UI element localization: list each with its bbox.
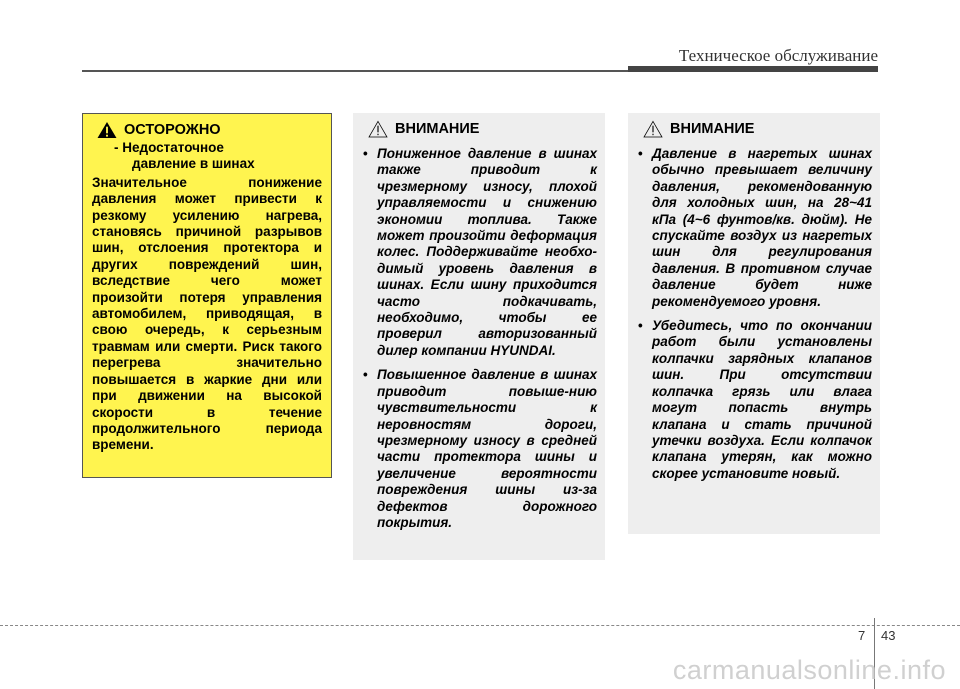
warning-outline-icon: [367, 120, 389, 138]
chapter-number: 7: [858, 628, 866, 643]
notice-1-bullet-2-text: Повышенное давление в шинах приводит повыше-нию чувствительности к неровностям дороги, чрезмерному износу в средней части протектора шины и увеличение вероятности повреждения шины из-за дефектов дорожного покрытия.: [377, 367, 597, 530]
page-number: 43: [881, 628, 896, 643]
caution-text: Значительное понижение давления может привести к резкому усилению нагрева, становясь причиной разрывов шин, отслоения протектора и других повреждений шин, вследствие чего может произойти потеря управления автомобилем, приводящая, в свою очередь, к серьезным травмам или смерти. Риск такого перегрева значительно повышается в жаркие дни или при движении на высокой скорости в течение продолжительного периода времени.: [92, 174, 322, 453]
notice-1-title: ВНИМАНИЕ: [395, 120, 480, 137]
caution-title: ОСТОРОЖНО: [124, 121, 221, 138]
caution-subtitle-line2: давление в шинах: [132, 156, 255, 172]
notice-1-header: [363, 120, 597, 138]
header-title: Техническое обслуживание: [678, 46, 878, 65]
header-rule-accent: [628, 66, 878, 72]
notice-2-header: [638, 120, 872, 138]
notice-box-2: [628, 113, 880, 534]
notice-1-bullet-1-text: Пониженное давление в шинах также приводит к чрезмерному износу, плохой управляемости и снижению экономии топлива. Также может произойти деформация колес. Поддерживайте необхо-димый уровень давления в шинах. Если шину приходится часто подкачивать, необходимо, чтобы ее проверил авторизованный дилер компании HYUNDAI.: [377, 146, 597, 358]
caution-subtitle: [92, 140, 322, 173]
notice-2-bullet-2-text: Убедитесь, что по окончании работ были установлены колпачки зарядных клапанов шин. При отсутствии колпачка грязь или влага могут попасть внутрь клапана и стать причиной утечки воздуха. Если колпачок клапана утерян, как можно скорее установите новый.: [652, 318, 872, 481]
notice-box-1: [353, 113, 605, 560]
notice-1-bullet-1: • Пониженное давление в шинах также приводит к чрезмерному износу, плохой управляемости и снижению экономии топлива. Также может произойти деформация колес. Поддерживайте необхо-димый уровень давления в шинах. Если шину приходится часто подкачивать, необходимо, чтобы ее проверил авторизованный дилер компании HYUNDAI.: [363, 146, 597, 358]
notice-1-bullet-2: • Повышенное давление в шинах приводит повыше-нию чувствительности к неровностям дороги, чрезмерному износу в средней части протектора шины и увеличение вероятности повреждения шины из-за дефектов дорожного покрытия.: [363, 367, 597, 530]
caution-subtitle-line1: - Недостаточное: [114, 140, 224, 155]
caution-box: [82, 113, 332, 478]
watermark: carmanualsonline.info: [672, 655, 946, 685]
notice-2-bullet-1-text: Давление в нагретых шинах обычно превышает величину давления, рекомендованную для холодных шин, на 28~41 кПа (4~6 фунтов/кв. дюйм). Не спускайте воздух из нагретых шин для регулирования давления. В противном случае давление будет ниже рекомендуемого уровня.: [652, 146, 872, 309]
caution-header: [92, 121, 322, 139]
footer-rule: [0, 625, 960, 626]
notice-2-bullet-1: • Давление в нагретых шинах обычно превышает величину давления, рекомендованную для холодных шин, на 28~41 кПа (4~6 фунтов/кв. дюйм). Не спускайте воздух из нагретых шин для регулирования давления. В противном случае давление будет ниже рекомендуемого уровня.: [638, 146, 872, 309]
warning-outline-icon: [642, 120, 664, 138]
warning-filled-icon: [96, 121, 118, 139]
notice-2-bullet-2: • Убедитесь, что по окончании работ были установлены колпачки зарядных клапанов шин. При отсутствии колпачка грязь или влага могут попасть внутрь клапана и стать причиной утечки воздуха. Если колпачок клапана утерян, как можно скорее установите новый.: [638, 318, 872, 481]
notice-2-title: ВНИМАНИЕ: [670, 120, 755, 137]
